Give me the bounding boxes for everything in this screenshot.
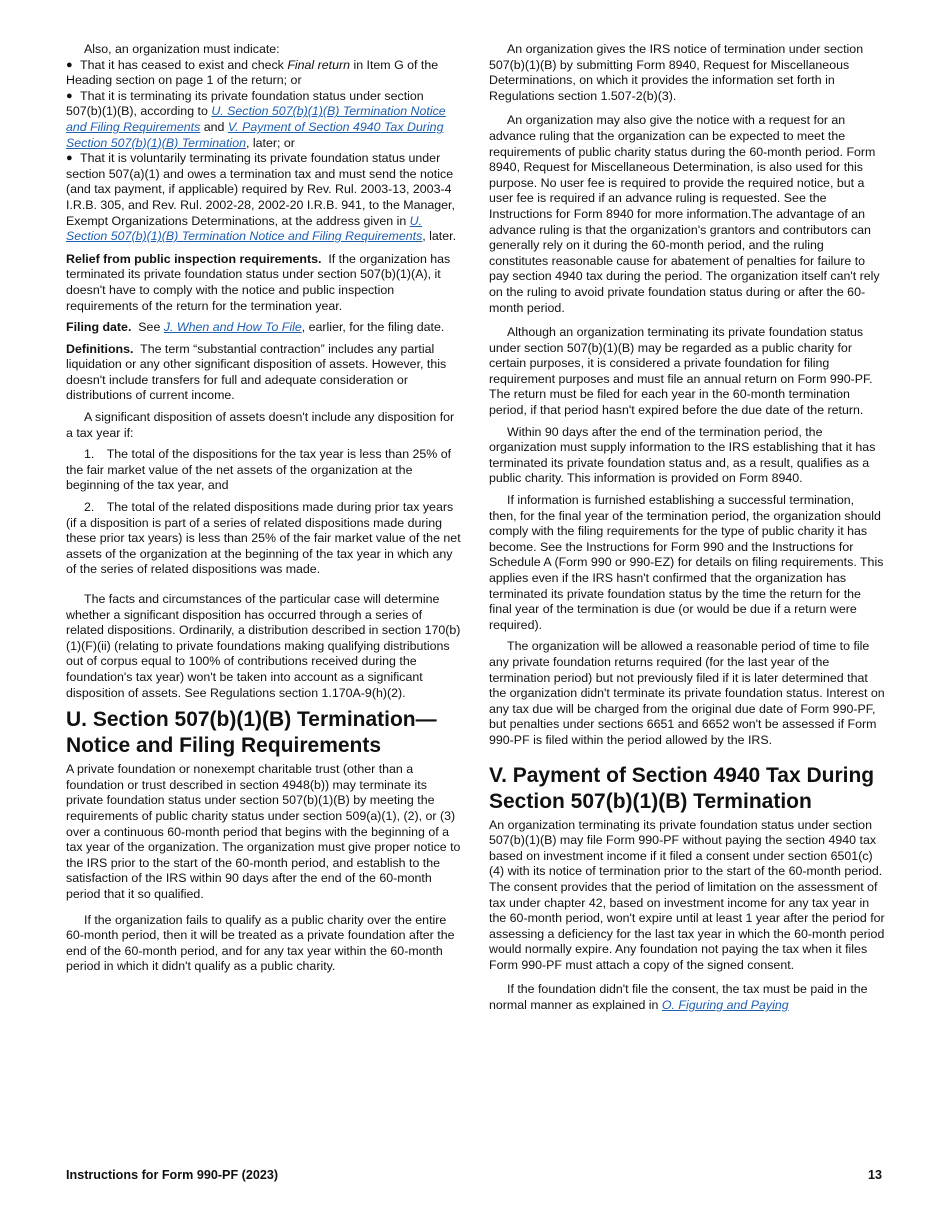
reasonable-period-paragraph: The organization will be allowed a reasonable period of time to file any private foundation returns required (for the last year of the termination period) but not previously filed if it is later determined that the organization didn't terminate its private foundation status. Interest on any tax due will be charged from the original due date of Form 990-PF, but penalties under sections 6651 and 6652 won't be assessed if Form 990-PF is filed within the period allowed by the IRS. — [489, 639, 885, 747]
termination-info-paragraph: Within 90 days after the end of the termination period, the organization must supply information to the IRS establishing that it has terminated its private foundation status and, as a result, qualifies as a public charity. This information is provided on Form 8940. — [489, 424, 876, 486]
link-section-u-address[interactable]: U. Section 507(b)(1)(B) Termination Notice and Filing Requirements — [66, 213, 423, 244]
successful-termination-paragraph: If information is furnished establishing a successful termination, then, for the final year of the termination period, the organization should comply with the filing requirements for the type of public charity it has become. See the Instructions for Form 990 and the Instructions for Schedule A (Form 990 or 990-EZ) for details on filing requirements. This applies even if the IRS hasn't confirmed that the organization has terminated its private foundation status by the time the return for the final year of the termination is due (or would be due if a return were required). — [489, 493, 884, 632]
section-v-paragraph-2: If the foundation didn't file the consent, the tax must be paid in the normal manner as explained in O. Figuring and Paying — [489, 982, 868, 1013]
footer-title: Instructions for Form 990-PF (2023) — [66, 1168, 279, 1182]
link-section-j[interactable]: J. When and How To File — [163, 320, 302, 335]
filing-date-paragraph: Filing date. See J. When and How To File, earlier, for the filing date. — [66, 320, 445, 335]
significant-disposition-intro: A significant disposition of assets doesn't include any disposition for a tax year if: — [66, 410, 455, 440]
section-v-heading: V. Payment of Section 4940 Tax During Section 507(b)(1)(B) Termination — [489, 763, 875, 813]
bullet-icon: ● — [66, 89, 73, 102]
bullet-item-voluntary: ● That it is voluntarily terminating its private foundation status under section 507(a)(1) and owes a termination tax and must send the notice (and tax payment, if applicable) required by Rev. Rul. 2003-13, 2003-4 I.R.B. 305, and Rev. Rul. 2002-28, 2002-20 I.R.B. 941, to the Manager, Exempt Organizations Determinations, at the address given in U. Section 507(b)(1)(B) Termination Notice and Filing Requirements, later. — [66, 151, 457, 244]
bullet-item-terminating: ● That it is terminating its private foundation status under section 507(b)(1)(B), according to U. Section 507(b)(1)(B) Termination Notice and Filing Requirements and V. Payment of Section 4940 Tax During Section 507(b)(1)(B) Termination, later; or — [66, 88, 446, 150]
definitions-heading: Definitions. — [66, 341, 134, 356]
section-u-paragraph-1: A private foundation or nonexempt charitable trust (other than a foundation or trust described in section 4948(b)) may terminate its private foundation status under section 507(b)(1)(B) by meeting the requirements of public charity status under section 509(a)(1), (2), or (3) over a continuous 60-month period that begins with the beginning of a tax year of the organization. The organization must give proper notice to the IRS prior to the start of the 60-month period, and establish to the satisfaction of the IRS within 90 days after the end of the 60-month period that it so qualified. — [66, 762, 461, 901]
annual-return-paragraph: Although an organization terminating its private foundation status under section 507(b)(1)(B) may be regarded as a public charity for certain purposes, it is considered a private foundation for filing requirement purposes and must file an annual return on Form 990-PF. The return must be filed for each year in the 60-month termination period, if that period hasn't expired before the due date of the return. — [489, 325, 873, 418]
link-section-v[interactable]: V. Payment of Section 4940 Tax During Section 507(b)(1)(B) Termination — [66, 119, 444, 150]
section-u-heading: U. Section 507(b)(1)(B) Termination—Notice and Filing Requirements — [66, 708, 437, 758]
relief-heading: Relief from public inspection requirements. — [66, 251, 322, 266]
facts-paragraph: The facts and circumstances of the particular case will determine whether a significant disposition has occurred through a series of related dispositions. Ordinarily, a distribution described in section 170(b)(1)(F)(ii) (relating to private foundations making qualifying distributions out of corpus equal to 100% of contributions received during the foundation's tax year) won't be taken into account as a significant disposition of assets. See Regulations section 1.170A-9(h)(2). — [66, 592, 461, 700]
link-section-u[interactable]: U. Section 507(b)(1)(B) Termination Notice and Filing Requirements — [66, 104, 446, 134]
definitions-paragraph: Definitions. The term “substantial contraction” includes any partial liquidation or any other significant disposition of assets. However, this doesn't include transfers for full and adequate consideration or distributions of current income. — [66, 341, 447, 403]
page-number: 13 — [868, 1168, 883, 1182]
right-column — [489, 42, 885, 1020]
advance-ruling-paragraph: An organization may also give the notice with a request for an advance ruling that the organization can be expected to meet the requirements of public charity status during the 60-month period. Form 8940, Request for Miscellaneous Determination, is also used for this purpose. No user fee is required to provide the required notice, but a user fee is required if an advance ruling is requested. See the Instructions for Form 8940 for more information.The advantage of an advance ruling is that the organization's grantors and contributors can generally rely on it during the 60-month period, and the ruling constitutes reasonable cause for abatement of penalties for failure to pay section 4940 tax during the period. The organization itself can't rely on the ruling to avoid private foundation status during or after the 60-month period. — [489, 113, 880, 315]
section-v-paragraph-1: An organization terminating its private foundation status under section 507(b)(1)(B) may file Form 990-PF without paying the section 4940 tax based on investment income if it filed a consent under section 6501(c)(4) with its notice of termination prior to the start of the 60-month period. The consent provides that the period of limitation on the assessment of tax under chapter 42, based on investment income for any tax year in the 60-month period, won't expire until at least 1 year after the period for assessing a deficiency for the last tax year in which the 60-month period would normally expire. Any foundation not paying the tax when it files Form 990-PF must attach a copy of the signed consent. — [489, 817, 885, 972]
list-item-2: 2. The total of the related dispositions made during prior tax years (if a disposition is part of a series of related dispositions made during these prior tax years) is less than 25% of the fair market value of the net assets of the organization at the beginning of the tax year in which any of the series of related dispositions was made. — [66, 500, 461, 577]
list-item-1: 1. The total of the dispositions for the tax year is less than 25% of the fair market value of the net assets of the organization at the beginning of the tax year, and — [66, 447, 452, 493]
intro-paragraph: Also, an organization must indicate: — [84, 42, 280, 56]
section-u-paragraph-2: If the organization fails to qualify as a public charity over the entire 60-month period, then it will be treated as a private foundation after the end of the 60-month period, and for any tax year within the 60-month period in which it didn't qualify as a public charity. — [66, 912, 455, 974]
filing-date-heading: Filing date. — [66, 320, 132, 335]
relief-paragraph: Relief from public inspection requirements. If the organization has terminated its private foundation status under section 507(b)(1)(A), it doesn't have to comply with the notice and public inspection requirements of the return for the termination year. — [66, 251, 451, 313]
link-section-o[interactable]: O. Figuring and Paying — [661, 998, 789, 1013]
bullet-icon: ● — [66, 58, 73, 71]
left-column — [66, 42, 462, 981]
bullet-icon: ● — [66, 152, 73, 165]
notice-paragraph: An organization gives the IRS notice of termination under section 507(b)(1)(B) by submitting Form 8940, Request for Miscellaneous Determinations, on which it provides the information set forth in Regulations section 1.507-2(b)(3). — [489, 42, 864, 103]
bullet-item-final-return: ● That it has ceased to exist and check Final return in Item G of the Heading section on page 1 of the return; or — [66, 57, 439, 88]
